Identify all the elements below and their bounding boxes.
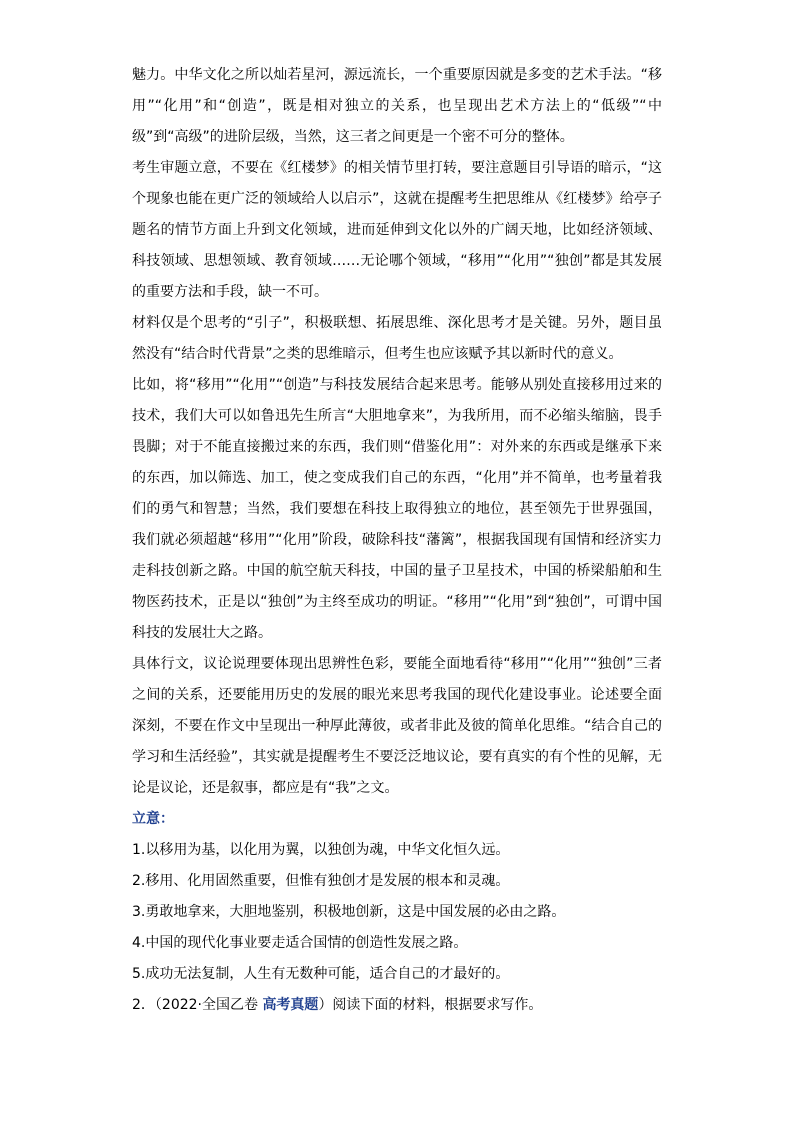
list-item: 2.移用、化用固然重要，但惟有独创才是发展的根本和灵魂。	[132, 873, 510, 889]
question-instruction: ）阅读下面的材料，根据要求写作。	[318, 997, 543, 1013]
list-item: 3.勇敢地拿来，大胆地鉴别，积极地创新，这是中国发展的必由之路。	[132, 904, 566, 920]
list-item: 4.中国的现代化事业要走适合国情的创造性发展之路。	[132, 935, 468, 951]
question-prefix: 2．（2022·全国乙卷	[132, 997, 263, 1013]
list-item: 1.以移用为基，以化用为翼，以独创为魂，中华文化恒久远。	[132, 842, 510, 858]
list-item: 5.成功无法复制，人生有无数种可能，适合自己的才最好的。	[132, 966, 510, 982]
question-source-highlight: 高考真题	[262, 997, 319, 1013]
question-2	[132, 990, 662, 1021]
paragraph-4: 比如，将“移用”“化用”“创造”与科技发展结合起来思考。能够从别处直接移用过来的技术，我们大可以如鲁迅先生所言“大胆地拿来”，为我所用，而不必缩头缩脑，畏手畏脚；对于不能直接搬过来的东西，我们则“借鉴化用”：对外来的东西或是继承下来的东西，加以筛选、加工，使之变成我们自己的东西，“化用”并不简单，也考量着我们的勇气和智慧；当然，我们要想在科技上取得独立的地位，甚至领先于世界强国，我们就必须超越“移用”“化用”阶段，破除科技“藩篱”，根据我国现有国情和经济实力走科技创新之路。中国的航空航天科技，中国的量子卫星技术，中国的桥梁船舶和生物医药技术，正是以“独创”为主终至成功的明证。“移用”“化用”到“独创”，可谓中国科技的发展壮大之路。	[132, 377, 662, 641]
paragraph-5: 具体行文，议论说理要体现出思辨性色彩，要能全面地看待“移用”“化用”“独创”三者之间的关系，还要能用历史的发展的眼光来思考我国的现代化建设事业。论述要全面深刻，不要在作文中呈现出一种厚此薄彼，或者非此及彼的简单化思维。“结合自己的学习和生活经验”，其实就是提醒考生不要泛泛地议论，要有真实的有个性的见解，无论是议论，还是叙事，都应是有“我”之文。	[132, 656, 662, 796]
section-heading-liyi: 立意：	[132, 811, 174, 827]
document-page	[132, 60, 662, 1021]
paragraph-1: 魅力。中华文化之所以灿若星河，源远流长，一个重要原因就是多变的艺术手法。“移用”“化用”和“创造”，既是相对独立的关系，也呈现出艺术方法上的“低级”“中级”到“高级”的进阶层级，当然，这三者之间更是一个密不可分的整体。	[132, 67, 662, 145]
paragraph-3: 材料仅是个思考的“引子”，积极联想、拓展思维、深化思考才是关键。另外，题目虽然没有“结合时代背景”之类的思维暗示，但考生也应该赋予其以新时代的意义。	[132, 315, 662, 362]
paragraph-2: 考生审题立意，不要在《红楼梦》的相关情节里打转，要注意题目引导语的暗示，“这个现象也能在更广泛的领域给人以启示”，这就在提醒考生把思维从《红楼梦》给亭子题名的情节方面上升到文化领域，进而延伸到文化以外的广阔天地，比如经济领域、科技领域、思想领域、教育领域……无论哪个领域，“移用”“化用”“独创”都是其发展的重要方法和手段，缺一不可。	[132, 160, 662, 300]
